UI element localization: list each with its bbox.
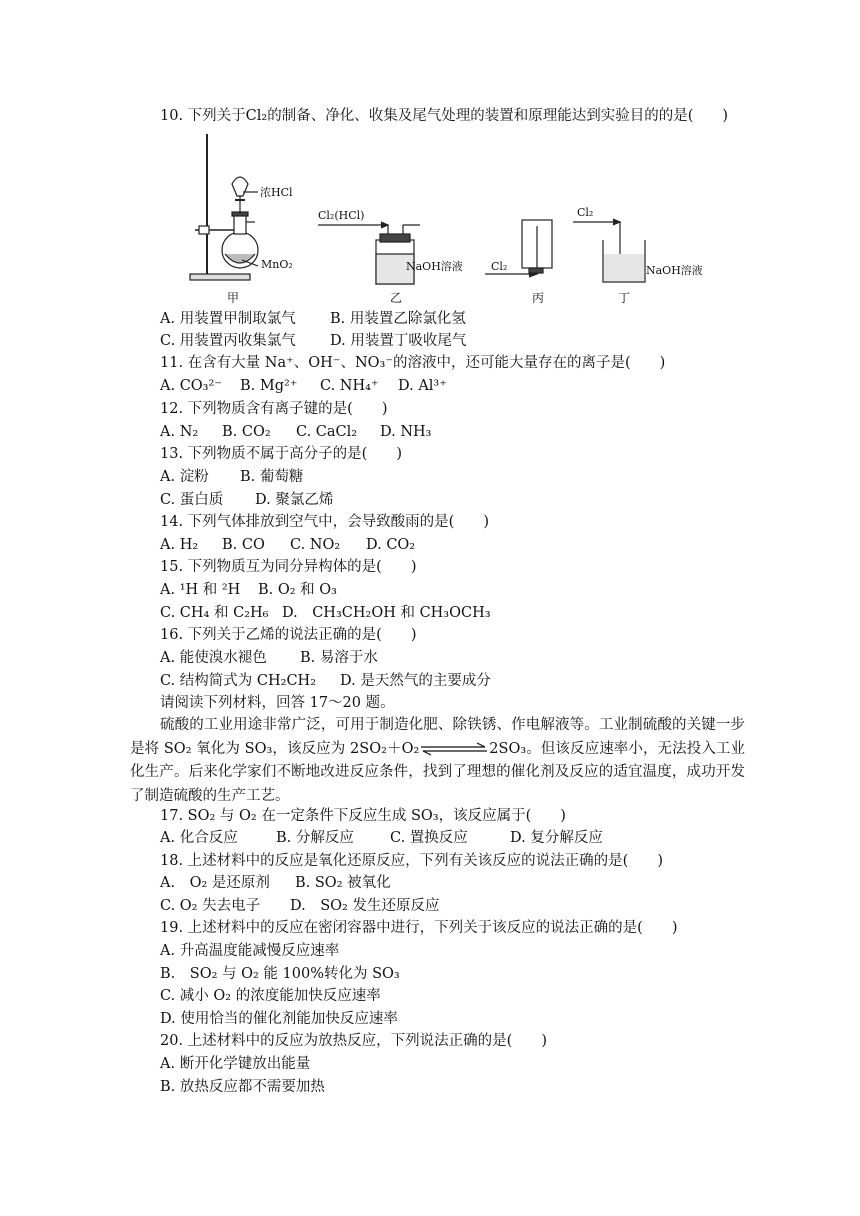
q12-option-c: C. CaCl₂ (296, 424, 358, 440)
q18-option-b: B. SO₂ 被氧化 (295, 875, 391, 891)
yi-label: 乙 (390, 291, 403, 305)
reversible-arrow-icon (419, 742, 489, 756)
q13-option-c: C. 蛋白质 (160, 492, 224, 508)
material-text-after: 2SO₃。但该反应速率小，无法投入工业化生产。后来化学家们不断地改进反应条件，找到了理想的催化剂及反应的适宜温度，成功开发了制造硫酸的生产工艺。 (130, 740, 746, 804)
q11-option-a: A. CO₃²⁻ (160, 378, 222, 394)
jia-label: 甲 (227, 291, 240, 305)
apparatus-yi (318, 222, 420, 284)
q18-option-d: D. SO₂ 发生还原反应 (290, 898, 440, 914)
jia-reagent-top: 浓HCl (260, 186, 293, 199)
q14-stem: 14. 下列气体排放到空气中，会导致酸雨的是( ) (160, 514, 489, 530)
q12-option-b: B. CO₂ (222, 424, 271, 440)
q13-option-a: A. 淀粉 (160, 469, 209, 485)
ding-reagent: NaOH溶液 (646, 264, 703, 277)
q15-option-d: D. CH₃CH₂OH 和 CH₃OCH₃ (282, 605, 491, 621)
q17-option-d: D. 复分解反应 (510, 830, 603, 846)
q13-stem: 13. 下列物质不属于高分子的是( ) (160, 446, 402, 462)
q20-option-b: B. 放热反应都不需要加热 (160, 1079, 325, 1095)
q14-option-a: A. H₂ (160, 537, 199, 553)
apparatus-ding (573, 219, 645, 282)
bing-label: 丙 (532, 291, 545, 305)
q16-stem: 16. 下列关于乙烯的说法正确的是( ) (160, 627, 417, 643)
q19-option-b: B. SO₂ 与 O₂ 能 100%转化为 SO₃ (160, 966, 400, 982)
q16-option-a: A. 能使溴水褪色 (160, 650, 267, 666)
material-text-before: 硫酸的工业用途非常广泛，可用于制造化肥、除铁锈、作电解液等。工业制硫酸的关键一步是将 SO₂ 氧化为 SO₃，该反应为 2SO₂＋O₂ (130, 717, 745, 757)
q11-stem: 11. 在含有大量 Na⁺、OH⁻、NO₃⁻的溶液中，还可能大量存在的离子是( ) (160, 355, 666, 371)
q14-option-d: D. CO₂ (366, 537, 416, 553)
bing-inlet: Cl₂ (491, 260, 508, 273)
q20-option-a: A. 断开化学键放出能量 (160, 1056, 311, 1072)
q13-option-d: D. 聚氯乙烯 (255, 492, 334, 508)
q19-option-c: C. 减小 O₂ 的浓度能加快反应速率 (160, 988, 381, 1004)
q11-option-c: C. NH₄⁺ (320, 378, 379, 394)
q11-option-d: D. Al³⁺ (398, 378, 447, 394)
q19-option-d: D. 使用恰当的催化剂能加快反应速率 (160, 1011, 398, 1027)
q10-option-c: C. 用装置丙收集氯气 (160, 333, 296, 349)
q19-option-a: A. 升高温度能减慢反应速率 (160, 943, 340, 959)
q16-option-d: D. 是天然气的主要成分 (340, 673, 491, 689)
q14-option-c: C. NO₂ (290, 537, 341, 553)
q12-option-d: D. NH₃ (380, 424, 432, 440)
apparatus-figure (185, 132, 715, 308)
q15-option-b: B. O₂ 和 O₃ (258, 582, 337, 598)
ding-label: 丁 (618, 291, 631, 305)
q15-option-a: A. ¹H 和 ²H (160, 582, 241, 598)
q18-option-c: C. O₂ 失去电子 (160, 898, 261, 914)
material-intro: 请阅读下列材料，回答 17～20 题。 (160, 695, 395, 711)
ding-inlet: Cl₂ (577, 206, 594, 219)
apparatus-jia (190, 134, 258, 280)
q16-option-c: C. 结构简式为 CH₂CH₂ (160, 673, 317, 689)
q16-option-b: B. 易溶于水 (300, 650, 378, 666)
material-paragraph (130, 714, 745, 808)
q19-stem: 19. 上述材料中的反应在密闭容器中进行，下列关于该反应的说法正确的是( ) (160, 920, 678, 936)
q17-stem: 17. SO₂ 与 O₂ 在一定条件下反应生成 SO₃，该反应属于( ) (160, 808, 566, 824)
q11-option-b: B. Mg²⁺ (240, 378, 298, 394)
q10-option-d: D. 用装置丁吸收尾气 (330, 333, 467, 349)
q18-stem: 18. 上述材料中的反应是氧化还原反应，下列有关该反应的说法正确的是( ) (160, 853, 663, 869)
q17-option-b: B. 分解反应 (276, 830, 354, 846)
q20-stem: 20. 上述材料中的反应为放热反应，下列说法正确的是( ) (160, 1033, 547, 1049)
q12-stem: 12. 下列物质含有离子键的是( ) (160, 401, 388, 417)
q18-option-a: A. O₂ 是还原剂 (160, 875, 270, 891)
yi-inlet: Cl₂(HCl) (318, 209, 365, 222)
yi-reagent: NaOH溶液 (406, 260, 463, 273)
q14-option-b: B. CO (222, 537, 265, 553)
q10-stem: 10. 下列关于Cl₂的制备、净化、收集及尾气处理的装置和原理能达到实验目的的是( ) (160, 108, 729, 124)
jia-reagent-bottom: MnO₂ (261, 258, 293, 271)
q12-option-a: A. N₂ (160, 424, 199, 440)
q15-option-c: C. CH₄ 和 C₂H₆ (160, 605, 269, 621)
q10-option-b: B. 用装置乙除氯化氢 (330, 311, 466, 327)
q17-option-a: A. 化合反应 (160, 830, 238, 846)
q15-stem: 15. 下列物质互为同分异构体的是( ) (160, 559, 417, 575)
q13-option-b: B. 葡萄糖 (240, 469, 304, 485)
q17-option-c: C. 置换反应 (390, 830, 468, 846)
q10-option-a: A. 用装置甲制取氯气 (160, 311, 296, 327)
